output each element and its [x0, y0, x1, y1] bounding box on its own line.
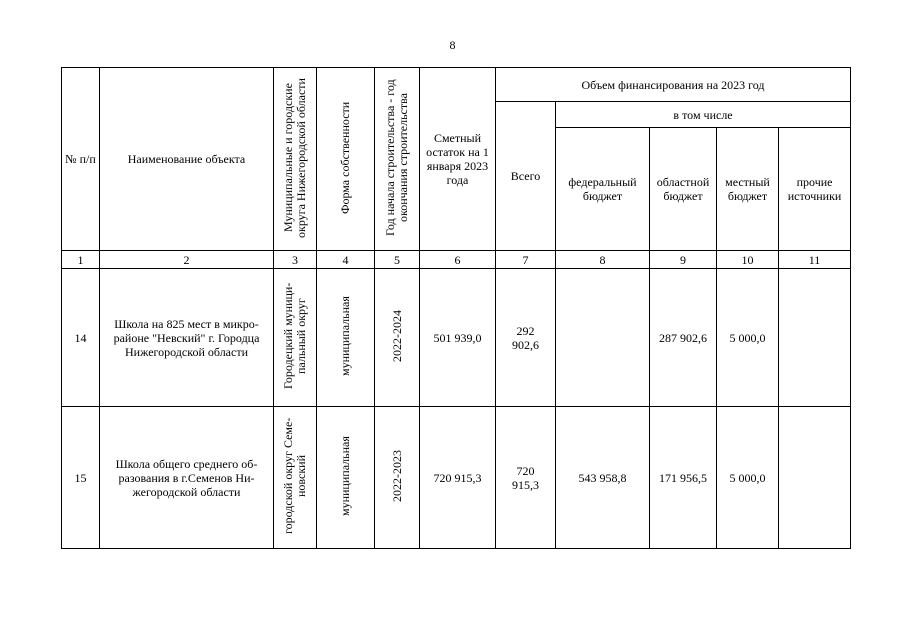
column-number: 1: [62, 251, 100, 269]
header-municipal-cell: [274, 68, 317, 251]
row-remaining: 720 915,3: [420, 407, 496, 549]
row-name: Школа общего среднего об-разования в г.Семенов Ни-жегородской области: [100, 407, 274, 549]
row-years-cell: [375, 407, 420, 549]
row-years: 2022-2023: [389, 450, 404, 502]
header-other: прочие источники: [779, 128, 851, 251]
column-number: 4: [317, 251, 375, 269]
row-other: [779, 269, 851, 407]
row-num: 14: [62, 269, 100, 407]
row-years: 2022-2024: [389, 310, 404, 362]
header-num: № п/п: [62, 68, 100, 251]
header-including: в том числе: [556, 102, 851, 128]
column-number: 2: [100, 251, 274, 269]
row-ownership-cell: [317, 407, 375, 549]
page-number: 8: [449, 38, 456, 52]
column-number: 5: [375, 251, 420, 269]
column-number: 9: [650, 251, 717, 269]
row-municipal: Городецкий муници-пальный округ: [281, 282, 308, 390]
row-regional: 171 956,5: [650, 407, 717, 549]
column-number: 8: [556, 251, 650, 269]
header-municipal: Муниципальные и городские округа Нижегородской области: [281, 77, 308, 238]
row-years-cell: [375, 269, 420, 407]
row-total: 720 915,3: [496, 407, 556, 549]
row-federal: 543 958,8: [556, 407, 650, 549]
row-local: 5 000,0: [717, 269, 779, 407]
row-local: 5 000,0: [717, 407, 779, 549]
row-municipal: городской округ Семе-новский: [281, 417, 308, 535]
header-local: местный бюджет: [717, 128, 779, 251]
row-name: Школа на 825 мест в микро-районе "Невский" г. Городца Нижегородской области: [100, 269, 274, 407]
row-ownership-cell: [317, 269, 375, 407]
column-number: 10: [717, 251, 779, 269]
column-number-row: [62, 251, 851, 269]
table-row: [62, 407, 851, 549]
column-number: 6: [420, 251, 496, 269]
row-num: 15: [62, 407, 100, 549]
table-row: [62, 269, 851, 407]
header-name: Наименование объекта: [100, 68, 274, 251]
row-regional: 287 902,6: [650, 269, 717, 407]
header-regional: областной бюджет: [650, 128, 717, 251]
header-years: Год начала строительства - год окончания строительства: [383, 79, 410, 236]
header-financing: Объем финансирования на 2023 год: [496, 68, 851, 102]
header-years-cell: [375, 68, 420, 251]
financing-table: [61, 67, 851, 549]
row-other: [779, 407, 851, 549]
row-municipal-cell: [274, 269, 317, 407]
column-number: 11: [779, 251, 851, 269]
row-municipal-cell: [274, 407, 317, 549]
row-remaining: 501 939,0: [420, 269, 496, 407]
header-remaining: Сметный остаток на 1 января 2023 года: [420, 68, 496, 251]
row-federal: [556, 269, 650, 407]
row-ownership: муниципальная: [338, 296, 352, 376]
row-ownership: муниципальная: [338, 436, 352, 516]
row-total: 292 902,6: [496, 269, 556, 407]
column-number: 7: [496, 251, 556, 269]
header-ownership: Форма собственности: [338, 101, 352, 214]
header-federal: федеральный бюджет: [556, 128, 650, 251]
column-number: 3: [274, 251, 317, 269]
header-ownership-cell: [317, 68, 375, 251]
header-total: Всего: [496, 102, 556, 251]
